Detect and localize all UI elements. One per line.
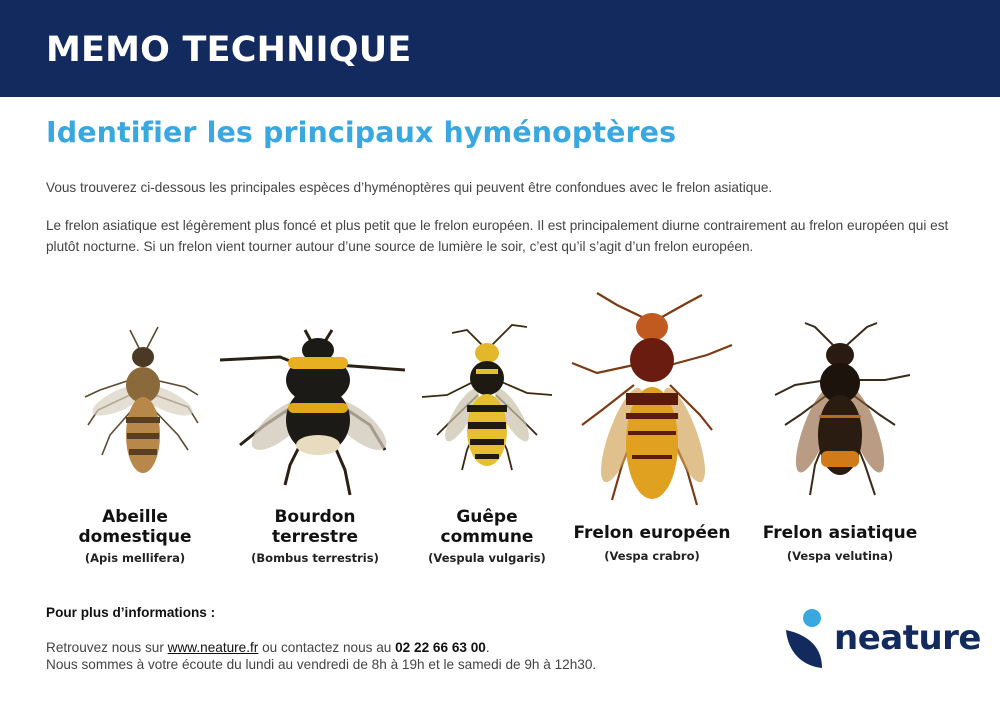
asian-hornet-image — [755, 285, 925, 505]
species-latin-name: (Vespula vulgaris) — [428, 551, 546, 565]
opening-hours: Nous sommes à votre écoute du lundi au vendredi de 8h à 19h et le samedi de 9h à 12h30. — [46, 657, 597, 672]
neature-logo — [782, 608, 981, 672]
species-bumblebee — [220, 285, 410, 585]
species-name: Frelon asiatique — [762, 523, 918, 543]
header-banner — [0, 0, 1000, 97]
european-hornet-image — [562, 285, 742, 515]
species-latin-name: (Apis mellifera) — [84, 551, 186, 565]
honeybee-image — [60, 285, 210, 485]
wasp-image — [412, 285, 562, 495]
species-name: Guêpe commune — [440, 507, 534, 547]
phone-number: 02 22 66 63 00 — [395, 640, 486, 655]
species-latin-name: (Bombus terrestris) — [251, 551, 379, 565]
species-honeybee — [60, 285, 210, 585]
description-paragraph: Le frelon asiatique est légèrement plus foncé et plus petit que le frelon européen. Il est principalement diurne contrairement au frelon européen qui est plutôt nocturne. Si un frelon vient tourner autour d’une source de lumière le soir, c’est qu’il s’agit d’un frelon européen. — [46, 218, 949, 254]
contact-middle: ou contactez nous au — [258, 640, 396, 655]
intro-paragraph: Vous trouverez ci-dessous les principales espèces d’hyménoptères qui peuvent être confondues avec le frelon asiatique. — [46, 180, 773, 195]
contact-suffix: . — [485, 640, 490, 655]
species-latin-name: (Vespa crabro) — [604, 549, 700, 563]
species-gallery — [60, 285, 940, 585]
neature-logo-text: neature — [834, 618, 981, 658]
section-heading: Identifier les principaux hyménoptères — [46, 116, 677, 149]
neature-logo-icon — [782, 608, 832, 672]
species-asian-hornet — [755, 285, 925, 585]
info-heading: Pour plus d’informations : — [46, 605, 216, 620]
species-name: Abeille domestique — [78, 507, 192, 547]
contact-prefix: Retrouvez nous sur — [46, 640, 168, 655]
page-title: MEMO TECHNIQUE — [46, 30, 412, 70]
bumblebee-image — [220, 285, 410, 505]
species-wasp — [412, 285, 562, 585]
species-european-hornet — [562, 285, 742, 585]
website-link[interactable]: www.neature.fr — [167, 640, 259, 655]
species-name: Bourdon terrestre — [271, 507, 359, 547]
species-name: Frelon européen — [573, 523, 731, 543]
contact-line — [46, 640, 490, 655]
species-latin-name: (Vespa velutina) — [786, 549, 894, 563]
